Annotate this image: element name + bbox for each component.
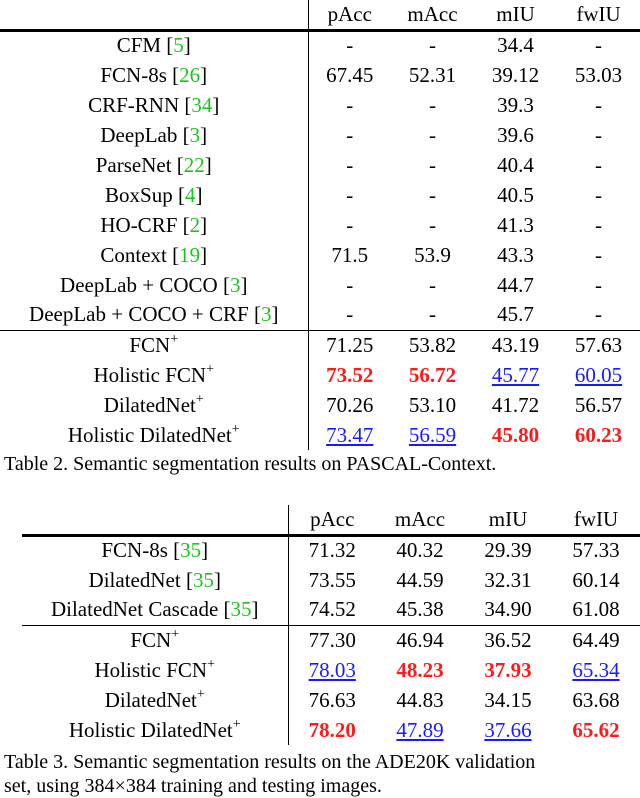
value-cell: - xyxy=(595,242,602,267)
value: 47.89 xyxy=(396,717,444,742)
value: 78.20 xyxy=(308,717,356,742)
method-name-cell: BoxSup [4] xyxy=(0,180,308,210)
value: 53.82 xyxy=(408,332,457,357)
value-cell: 71.5 xyxy=(331,242,369,267)
value: 48.23 xyxy=(396,657,444,682)
value-cell: 34.4 xyxy=(497,33,534,58)
value: 78.03 xyxy=(308,657,356,682)
value: 64.49 xyxy=(572,627,620,652)
value-cell: 39.12 xyxy=(491,62,540,87)
citation-ref: 5 xyxy=(173,33,184,58)
value-cell: 45.7 xyxy=(474,300,557,330)
value-cell xyxy=(376,685,464,715)
value-cell: - xyxy=(346,122,354,147)
value-cell: 52.31 xyxy=(408,62,457,87)
value-cell xyxy=(308,420,391,450)
value: 60.05 xyxy=(574,362,623,387)
header-cell xyxy=(0,0,308,30)
value-cell: - xyxy=(429,212,436,237)
value-cell xyxy=(464,715,552,745)
table-row xyxy=(0,390,640,420)
citation-ref: 19 xyxy=(179,242,201,267)
value-cell: - xyxy=(429,152,436,177)
table-row xyxy=(0,180,640,210)
header-miu: mIU xyxy=(474,0,557,30)
method-name: Holistic DilatedNet xyxy=(67,422,232,447)
value-cell xyxy=(474,390,557,420)
table-row xyxy=(0,420,640,450)
table-row xyxy=(22,565,640,595)
value: 73.52 xyxy=(326,362,374,387)
value: 36.52 xyxy=(484,627,532,652)
table-3-header-row xyxy=(22,505,640,535)
method-name: Holistic DilatedNet xyxy=(68,717,233,742)
table-row xyxy=(0,60,640,90)
value: 41.72 xyxy=(491,392,540,417)
value-cell xyxy=(557,390,640,420)
method-name-cell xyxy=(22,685,288,715)
value-cell: - xyxy=(346,272,354,297)
value-cell xyxy=(557,420,640,450)
method-name-cell: DeepLab + COCO + CRF [3] xyxy=(0,300,308,330)
value-cell: 44.7 xyxy=(497,272,534,297)
value-cell: - xyxy=(346,152,354,177)
value: 37.66 xyxy=(484,717,532,742)
value: 56.72 xyxy=(408,362,457,387)
value: 77.30 xyxy=(308,627,356,652)
value-cell xyxy=(288,715,376,745)
method-name-cell xyxy=(0,420,308,450)
value-cell xyxy=(376,625,464,655)
table-2-caption: Table 2. Semantic segmentation results on PASCAL-Context. xyxy=(4,453,497,475)
citation-ref: 3 xyxy=(189,122,201,147)
citation-ref: 4 xyxy=(184,182,196,207)
value: 56.59 xyxy=(408,422,457,447)
method-name: DilatedNet Cascade xyxy=(50,597,219,622)
table-row xyxy=(0,240,640,270)
method-name-cell xyxy=(22,625,288,655)
value-cell: - xyxy=(595,152,602,177)
method-name-cell xyxy=(22,655,288,685)
value-cell: - xyxy=(346,33,354,58)
value-cell: - xyxy=(595,122,602,147)
value: 65.62 xyxy=(572,717,620,742)
table-row xyxy=(0,330,640,360)
table-row xyxy=(0,30,640,60)
value: 44.83 xyxy=(396,687,444,712)
value-cell xyxy=(288,625,376,655)
method-name-cell: CFM [5] xyxy=(0,30,308,60)
value-cell xyxy=(474,420,557,450)
citation-ref: 3 xyxy=(260,302,272,327)
method-name-cell: FCN-8s [35] xyxy=(22,535,288,565)
citation-ref: 35 xyxy=(230,597,252,622)
value: 73.47 xyxy=(326,422,374,447)
value-cell xyxy=(464,655,552,685)
method-name-cell xyxy=(0,360,308,390)
method-name-cell: DeepLab [3] xyxy=(0,120,308,150)
table-3-caption-line-2: set, using 384×384 training and testing images. xyxy=(4,775,382,797)
value: 76.63 xyxy=(308,687,356,712)
table-row xyxy=(22,655,640,685)
table-3-caption-line-1: Table 3. Semantic segmentation results on the ADE20K validation xyxy=(4,751,536,773)
header-macc: mAcc xyxy=(376,505,464,535)
value-cell: 53.9 xyxy=(414,242,451,267)
method-name: CFM xyxy=(116,33,162,58)
header-fwiu: fwIU xyxy=(552,505,640,535)
method-name-cell xyxy=(0,330,308,360)
header-cell xyxy=(22,505,288,535)
citation-ref: 22 xyxy=(183,152,205,177)
table-row xyxy=(22,715,640,745)
header-pacc: pAcc xyxy=(308,0,391,30)
table-2-header-row xyxy=(0,0,640,30)
value-cell: - xyxy=(346,182,354,207)
value-cell xyxy=(552,685,640,715)
value-cell xyxy=(391,420,474,450)
value-cell: - xyxy=(391,300,474,330)
method-name-cell: Context [19] xyxy=(0,240,308,270)
method-name: DeepLab + COCO xyxy=(60,272,218,297)
value-cell xyxy=(391,390,474,420)
header-fwiu: fwIU xyxy=(557,0,640,30)
value-cell: 67.45 xyxy=(326,62,374,87)
method-name-cell: ParseNet [22] xyxy=(0,150,308,180)
method-name-cell: FCN-8s [26] xyxy=(0,60,308,90)
value-cell: 40.5 xyxy=(497,182,534,207)
citation-ref: 2 xyxy=(189,212,201,237)
value-cell: - xyxy=(308,300,391,330)
value: 70.26 xyxy=(326,392,374,417)
value-cell xyxy=(464,685,552,715)
value-cell: - xyxy=(429,272,436,297)
method-name-cell: CRF-RNN [34] xyxy=(0,90,308,120)
method-name: FCN xyxy=(130,627,172,652)
citation-ref: 3 xyxy=(229,272,241,297)
method-superscript: + xyxy=(171,626,180,642)
table-row xyxy=(22,595,640,625)
method-superscript: + xyxy=(232,716,241,732)
value-cell: 71.32 xyxy=(308,538,356,563)
value-cell xyxy=(391,330,474,360)
method-name: FCN-8s xyxy=(100,62,167,87)
method-superscript: + xyxy=(206,361,214,377)
value-cell: - xyxy=(595,33,602,58)
value: 34.15 xyxy=(484,687,532,712)
value-cell: 41.3 xyxy=(497,212,534,237)
method-name: DeepLab + COCO + CRF xyxy=(29,302,249,327)
value-cell: - xyxy=(595,272,602,297)
value-cell xyxy=(557,360,640,390)
value-cell: 44.59 xyxy=(396,567,444,592)
table-row xyxy=(0,150,640,180)
table-row xyxy=(22,625,640,655)
value: 57.63 xyxy=(574,332,623,357)
value-cell xyxy=(308,330,391,360)
citation-ref: 35 xyxy=(192,567,214,592)
method-name: Holistic FCN xyxy=(93,362,207,387)
value: 56.57 xyxy=(574,392,623,417)
value-cell: 39.6 xyxy=(497,122,534,147)
method-superscript: + xyxy=(196,686,205,702)
value: 63.68 xyxy=(572,687,620,712)
method-name-cell: DilatedNet [35] xyxy=(22,565,288,595)
value-cell xyxy=(552,655,640,685)
method-name: DilatedNet xyxy=(103,392,196,417)
method-superscript: + xyxy=(195,391,204,407)
method-superscript: + xyxy=(207,656,215,672)
value-cell: 32.31 xyxy=(484,567,532,592)
table-3 xyxy=(22,505,640,745)
table-row xyxy=(0,120,640,150)
value-cell: - xyxy=(595,182,602,207)
value: 65.34 xyxy=(572,657,620,682)
citation-ref: 35 xyxy=(180,538,202,563)
value-cell: - xyxy=(429,92,436,117)
method-name: BoxSup xyxy=(105,182,173,207)
method-name-cell: HO-CRF [2] xyxy=(0,210,308,240)
value-cell: - xyxy=(595,212,602,237)
value-cell: 34.90 xyxy=(464,595,552,625)
method-name: HO-CRF xyxy=(100,212,178,237)
value-cell: - xyxy=(429,182,436,207)
method-name: Holistic FCN xyxy=(94,657,208,682)
value-cell xyxy=(391,360,474,390)
table-row xyxy=(22,685,640,715)
method-name: DilatedNet xyxy=(104,687,197,712)
method-name: FCN xyxy=(129,332,171,357)
method-name: DilatedNet xyxy=(88,567,181,592)
method-name: Context xyxy=(100,242,167,267)
value-cell: - xyxy=(557,300,640,330)
value-cell: 74.52 xyxy=(288,595,376,625)
method-name-cell xyxy=(0,390,308,420)
value: 53.10 xyxy=(408,392,457,417)
value-cell xyxy=(308,360,391,390)
value-cell: 40.32 xyxy=(396,538,444,563)
method-superscript: + xyxy=(170,331,179,347)
value-cell: 60.14 xyxy=(572,567,620,592)
citation-ref: 34 xyxy=(191,92,213,117)
value: 37.93 xyxy=(484,657,532,682)
value: 45.80 xyxy=(491,422,540,447)
table-row xyxy=(22,535,640,565)
value-cell xyxy=(308,390,391,420)
method-name: ParseNet xyxy=(95,152,172,177)
method-name-cell xyxy=(22,715,288,745)
table-row xyxy=(0,360,640,390)
value-cell xyxy=(288,685,376,715)
table-row xyxy=(0,300,640,330)
value-cell xyxy=(474,360,557,390)
value-cell: - xyxy=(595,92,602,117)
value-cell xyxy=(552,715,640,745)
method-superscript: + xyxy=(231,421,240,437)
value: 45.77 xyxy=(491,362,540,387)
header-miu: mIU xyxy=(464,505,552,535)
table-row xyxy=(0,270,640,300)
value-cell: 43.3 xyxy=(497,242,534,267)
value-cell xyxy=(376,655,464,685)
value-cell: - xyxy=(429,122,436,147)
method-name: CRF-RNN xyxy=(88,92,180,117)
value: 71.25 xyxy=(326,332,374,357)
header-pacc: pAcc xyxy=(288,505,376,535)
value-cell: - xyxy=(346,212,354,237)
value-cell: 40.4 xyxy=(497,152,534,177)
header-macc: mAcc xyxy=(391,0,474,30)
value-cell: 61.08 xyxy=(552,595,640,625)
value-cell: - xyxy=(429,33,436,58)
value-cell xyxy=(376,715,464,745)
value: 43.19 xyxy=(491,332,540,357)
value: 60.23 xyxy=(574,422,623,447)
method-name-cell: DeepLab + COCO [3] xyxy=(0,270,308,300)
table-row xyxy=(0,210,640,240)
value-cell: 53.03 xyxy=(574,62,623,87)
method-name-cell: DilatedNet Cascade [35] xyxy=(22,595,288,625)
value-cell: 73.55 xyxy=(308,567,356,592)
value-cell: 29.39 xyxy=(484,538,532,563)
table-row xyxy=(0,90,640,120)
value-cell xyxy=(557,330,640,360)
value-cell: 39.3 xyxy=(497,92,534,117)
value-cell: 45.38 xyxy=(376,595,464,625)
value-cell xyxy=(288,655,376,685)
value-cell xyxy=(474,330,557,360)
citation-ref: 26 xyxy=(179,62,201,87)
value-cell xyxy=(464,625,552,655)
value-cell: - xyxy=(346,92,354,117)
value: 46.94 xyxy=(396,627,444,652)
value-cell xyxy=(552,625,640,655)
value-cell: 57.33 xyxy=(572,538,620,563)
method-name: FCN-8s xyxy=(101,538,168,563)
method-name: DeepLab xyxy=(100,122,178,147)
